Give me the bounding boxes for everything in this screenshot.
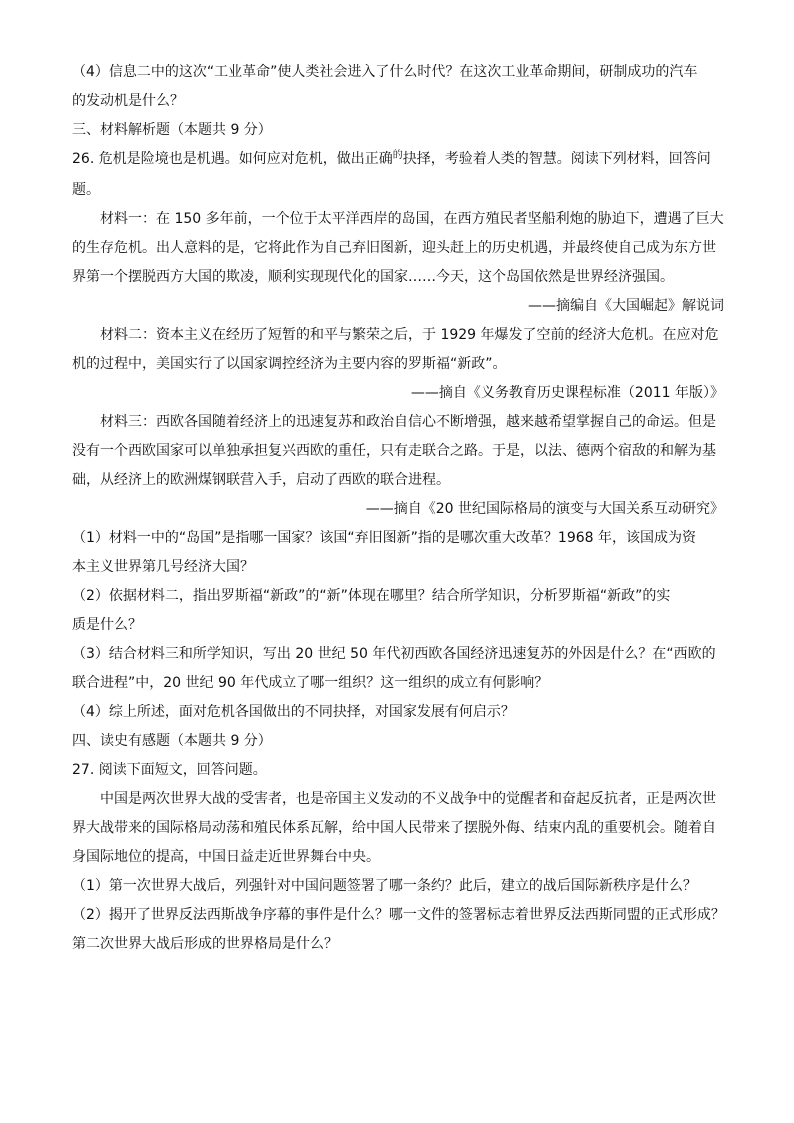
q26-part3-line2: 联合进程”中，20 世纪 90 年代成立了哪一组织？这一组织的成立有何影响？: [72, 675, 549, 691]
material-three-line1: 材料三：西欧各国随着经济上的迅速复苏和政治自信心不断增强，越来越希望掌握自己的命运。但是: [100, 414, 716, 430]
material-one-line3: 界第一个摆脱西方大国的欺凌，顺利实现现代化的国家……今天，这个岛国依然是世界经济强国。: [72, 269, 674, 285]
q26-part1-line1: （1）材料一中的“岛国”是指哪一国家？该国“弃旧图新”指的是哪次重大改革？1968 年，该国成为资: [72, 530, 696, 546]
material-one-line2: 的生存危机。出人意料的是，它将此作为自己弃旧图新，迎头赶上的历史机遇，并最终使自己成为东方世: [72, 240, 716, 256]
material-two-line1: 材料二：资本主义在经历了短暂的和平与繁荣之后，于 1929 年爆发了空前的经济大危机。在应对危: [100, 327, 719, 343]
q26-intro-text-b: 抉择，考验着人类的智慧。阅读下列材料，回答问: [402, 151, 711, 167]
q27-part2-line2: 第二次世界大战后形成的世界格局是什么？: [72, 936, 338, 952]
exam-page: [72, 62, 724, 963]
q27-intro: 27. 阅读下面短文，回答问题。: [72, 762, 267, 778]
q26-part2-line2: 质是什么？: [72, 617, 142, 633]
q26-part3-line1: （3）结合材料三和所学知识，写出 20 世纪 50 年代初西欧各国经济迅速复苏的外因是什么？在“西欧的: [72, 646, 716, 662]
section-three-heading: 三、材料解析题（本题共 9 分）: [72, 122, 272, 138]
q27-part2-line1: （2）揭开了世界反法西斯战争序幕的事件是什么？哪一文件的签署标志着世界反法西斯同盟的正式形成？: [72, 907, 725, 923]
q27-part1: （1）第一次世界大战后，列强针对中国问题签署了哪一条约？此后，建立的战后国际新秩序是什么？: [72, 878, 697, 894]
material-two-source: ——摘自《义务教育历史课程标准（2011 年版）》: [410, 385, 724, 401]
q26-intro-superscript: 的: [392, 150, 403, 161]
q26-part1-line2: 本主义世界第几号经济大国？: [72, 559, 254, 575]
material-two-line2: 机的过程中，美国实行了以国家调控经济为主要内容的罗斯福“新政”。: [72, 356, 507, 372]
q26-intro-line1: [72, 149, 724, 171]
q27-passage-line1: 中国是两次世界大战的受害者，也是帝国主义发动的不义战争中的觉醒者和奋起反抗者，正是两次世: [100, 791, 716, 807]
material-three-line3: 础，从经济上的欧洲煤钢联营入手，启动了西欧的联合进程。: [72, 472, 450, 488]
q26-intro-line2: 题。: [72, 182, 100, 198]
material-three-source: ——摘自《20 世纪国际格局的演变与大国关系互动研究》: [365, 501, 724, 517]
q26-part4: （4）综上所述，面对危机各国做出的不同抉择，对国家发展有何启示？: [72, 704, 515, 720]
q27-passage-line2: 界大战带来的国际格局动荡和殖民体系瓦解，给中国人民带来了摆脱外侮、结束内乱的重要机会。随着自: [72, 820, 716, 836]
q25-part4-line2: 的发动机是什么？: [72, 93, 184, 109]
material-one-line1: 材料一：在 150 多年前，一个位于太平洋西岸的岛国，在西方殖民者坚船利炮的胁迫下，遭遇了巨大: [100, 211, 724, 227]
q26-part2-line1: （2）依据材料二，指出罗斯福“新政”的“新”体现在哪里？结合所学知识，分析罗斯福“新政”的实: [72, 588, 671, 604]
q26-intro-text-a: 26. 危机是险境也是机遇。如何应对危机，做出正确: [72, 151, 393, 167]
material-three-line2: 没有一个西欧国家可以单独承担复兴西欧的重任，只有走联合之路。于是，以法、德两个宿敌的和解为基: [72, 443, 716, 459]
q25-part4-line1: （4）信息二中的这次“工业革命”使人类社会进入了什么时代？在这次工业革命期间，研制成功的汽车: [72, 64, 698, 80]
section-four-heading: 四、读史有感题（本题共 9 分）: [72, 733, 272, 749]
q27-passage-line3: 身国际地位的提高，中国日益走近世界舞台中央。: [72, 849, 380, 865]
material-one-source: ——摘编自《大国崛起》解说词: [528, 298, 724, 314]
